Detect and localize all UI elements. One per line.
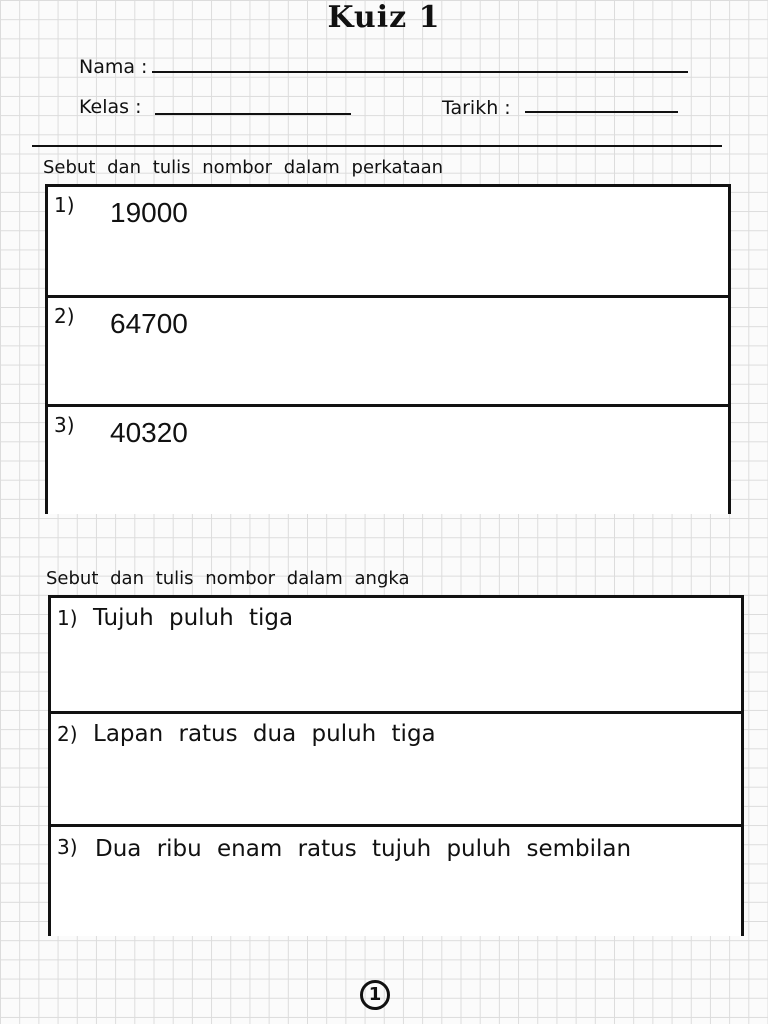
question-number: 2)	[54, 304, 75, 328]
section2-answer-box	[48, 595, 744, 936]
section2-question-row[interactable]	[51, 711, 741, 827]
question-text: Lapan ratus dua puluh tiga	[93, 721, 436, 747]
kelas-field[interactable]	[155, 113, 351, 115]
nama-field[interactable]	[152, 71, 688, 73]
page-title: Kuiz 1	[327, 0, 441, 35]
section2-heading: Sebut dan tulis nombor dalam angka	[46, 568, 410, 589]
kelas-label: Kelas :	[79, 96, 142, 118]
question-text: Tujuh puluh tiga	[93, 605, 294, 631]
section1-question-row[interactable]	[48, 187, 728, 297]
tarikh-label: Tarikh :	[442, 97, 511, 119]
question-number: 3)	[57, 835, 78, 859]
section1-heading: Sebut dan tulis nombor dalam perkataan	[43, 157, 444, 178]
tarikh-field[interactable]	[525, 111, 678, 113]
header-divider	[32, 145, 722, 147]
question-value: 19000	[110, 197, 188, 228]
section1-question-row[interactable]	[48, 404, 728, 517]
section2-question-row[interactable]	[51, 598, 741, 714]
question-text: Dua ribu enam ratus tujuh puluh sembilan	[95, 836, 632, 862]
nama-label: Nama :	[79, 56, 148, 78]
question-number: 3)	[54, 413, 75, 437]
page-number: 1	[360, 980, 390, 1010]
question-number: 1)	[54, 193, 75, 217]
question-number: 2)	[57, 722, 78, 746]
section1-answer-box	[45, 184, 731, 514]
question-value: 40320	[110, 417, 188, 448]
section2-question-row[interactable]	[51, 824, 741, 939]
question-value: 64700	[110, 308, 188, 339]
section1-question-row[interactable]	[48, 295, 728, 406]
question-number: 1)	[57, 606, 78, 630]
